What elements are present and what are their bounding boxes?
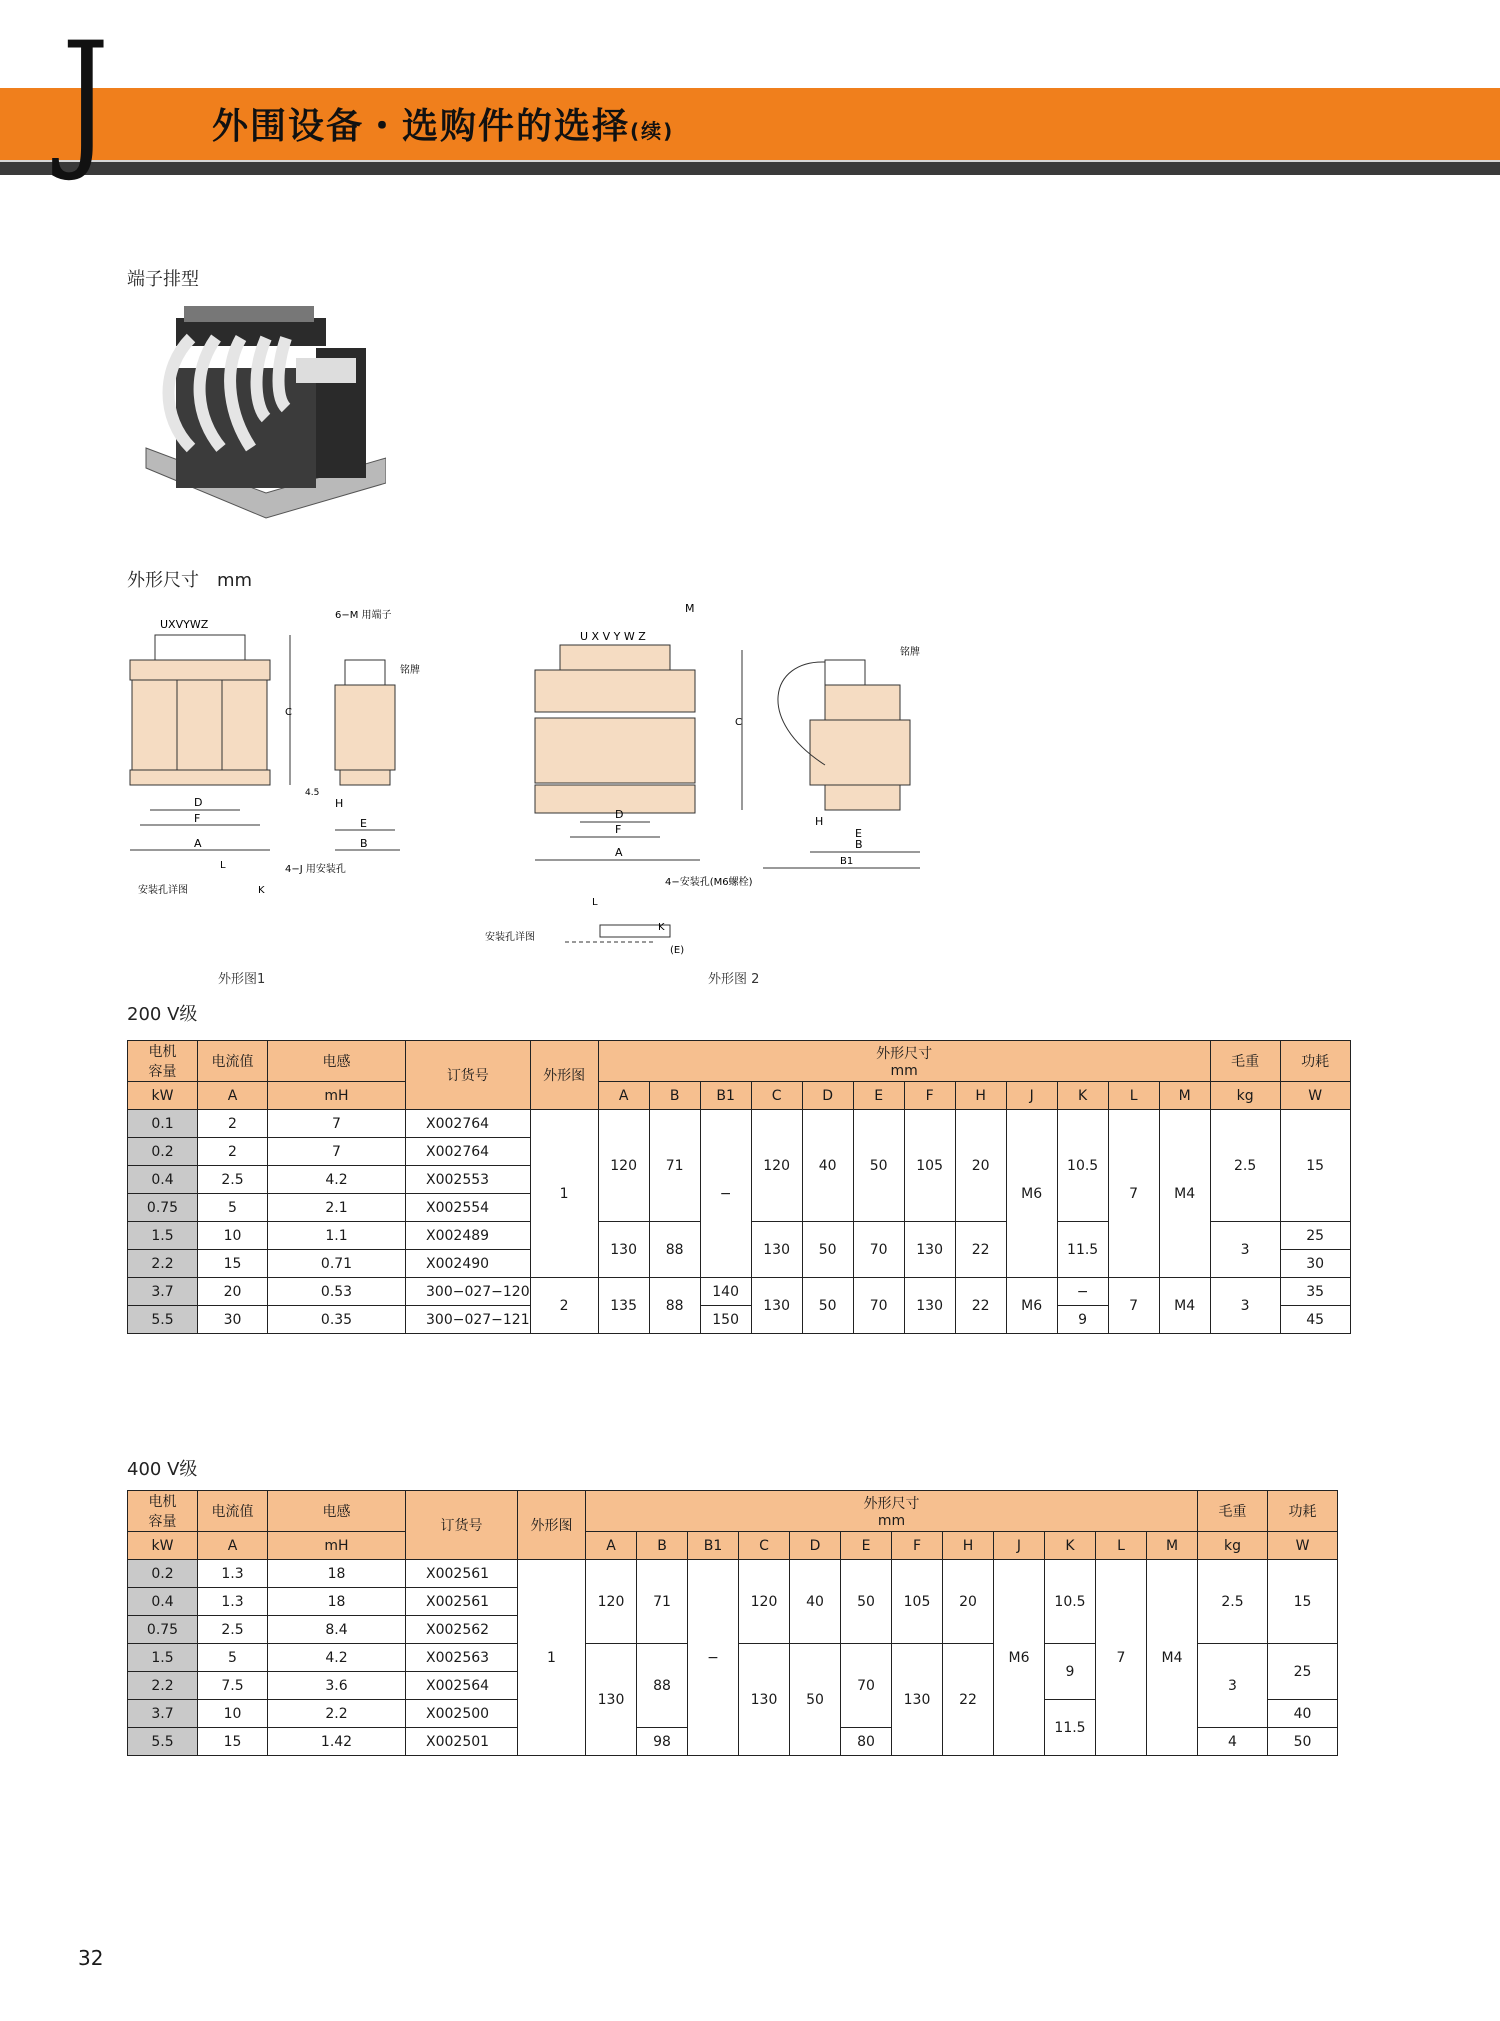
table-cell: 2.2 [128, 1250, 198, 1278]
table-cell: 130 [892, 1644, 943, 1756]
page-number: 32 [78, 1946, 104, 1970]
table-cell: 0.75 [128, 1194, 198, 1222]
title-suffix: (续) [630, 119, 675, 143]
table-cell: 15 [1268, 1560, 1338, 1644]
table-cell: 1.5 [128, 1222, 198, 1250]
table-cell: 120 [739, 1560, 790, 1644]
fig1-terminal-note: 6−M 用端子 [335, 610, 392, 621]
table-cell: 80 [841, 1728, 892, 1756]
hdr-order: 订货号 [406, 1041, 531, 1110]
table-cell: 10 [198, 1222, 268, 1250]
table-cell: 3 [1210, 1222, 1280, 1278]
table-cell: 71 [637, 1560, 688, 1644]
reactor-photo [136, 298, 386, 528]
table-header-row [128, 1491, 1338, 1532]
fig1-holes: 4−J 用安装孔 [285, 864, 346, 875]
hdr-dims: 外形尺寸 mm [598, 1041, 1210, 1082]
spec-table-200v [127, 1040, 1351, 1334]
table-cell: X002489 [406, 1222, 531, 1250]
table-cell: 20 [955, 1110, 1006, 1222]
table-cell: A [586, 1532, 637, 1560]
hdr-weight: 毛重 [1210, 1041, 1280, 1082]
table-cell: kg [1210, 1082, 1280, 1110]
table-cell: 45 [1280, 1306, 1350, 1334]
table-cell: 50 [790, 1644, 841, 1756]
table-cell: A [598, 1082, 649, 1110]
table-cell: 0.4 [128, 1166, 198, 1194]
table-cell: 毛重 [1198, 1491, 1268, 1532]
table-cell: X002501 [406, 1728, 518, 1756]
table-row [128, 1278, 1351, 1306]
hdr-current: 电流值 [198, 1041, 268, 1082]
fig2-dim-e: E [855, 827, 862, 840]
table-cell: X002500 [406, 1700, 518, 1728]
table-cell: 3.7 [128, 1278, 198, 1306]
table-cell: B1 [688, 1532, 739, 1560]
fig2-dim-b1: B1 [840, 856, 854, 867]
dimensions-label: 外形尺寸 mm [127, 570, 253, 591]
table-cell: 300−027−121 [406, 1306, 531, 1334]
table-cell: M6 [1006, 1110, 1057, 1278]
table-cell: 3 [1198, 1644, 1268, 1728]
table-cell: 105 [892, 1560, 943, 1644]
table-cell: 70 [853, 1222, 904, 1278]
table-cell: 70 [853, 1278, 904, 1334]
table-row [128, 1560, 1338, 1588]
table-cell: 外形尺寸 mm [586, 1491, 1198, 1532]
table-cell: D [790, 1532, 841, 1560]
table-cell: 22 [955, 1222, 1006, 1278]
table-cell: 18 [268, 1588, 406, 1616]
table-cell: 2.2 [128, 1672, 198, 1700]
table-cell: 71 [649, 1110, 700, 1222]
fig2-dim-k: K [658, 922, 665, 933]
table-cell: X002553 [406, 1166, 531, 1194]
table-cell: 150 [700, 1306, 751, 1334]
table-cell: 5.5 [128, 1728, 198, 1756]
table-cell: H [943, 1532, 994, 1560]
table-cell: 15 [198, 1728, 268, 1756]
table-header-row [128, 1082, 1351, 1110]
table-cell: B [637, 1532, 688, 1560]
table-cell: D [802, 1082, 853, 1110]
table-cell: 3.6 [268, 1672, 406, 1700]
table-cell: 外形图 [518, 1491, 586, 1560]
table-cell: 7 [1096, 1560, 1147, 1756]
table-cell: 50 [841, 1560, 892, 1644]
table-cell: X002764 [406, 1138, 531, 1166]
table-cell: 电机 容量 [128, 1491, 198, 1532]
fig2-terminal-text: U X V Y W Z [580, 630, 646, 643]
table-cell: 1.3 [198, 1588, 268, 1616]
fig2-holes: 4−安装孔(M6螺栓) [665, 877, 753, 888]
table-cell: 11.5 [1057, 1222, 1108, 1278]
table-cell: 40 [1268, 1700, 1338, 1728]
table-cell: 功耗 [1268, 1491, 1338, 1532]
table-row [128, 1110, 1351, 1138]
table-cell: 50 [802, 1278, 853, 1334]
table-cell: 2 [530, 1278, 598, 1334]
table-cell: 2 [198, 1110, 268, 1138]
table-cell: X002490 [406, 1250, 531, 1278]
table-cell: 130 [904, 1222, 955, 1278]
table-cell: 20 [198, 1278, 268, 1306]
table-cell: 130 [586, 1644, 637, 1756]
table-cell: 7 [1108, 1278, 1159, 1334]
table-cell: mH [268, 1082, 406, 1110]
table-cell: X002554 [406, 1194, 531, 1222]
table-cell: M4 [1159, 1110, 1210, 1278]
table-cell: 0.1 [128, 1110, 198, 1138]
table-cell: X002564 [406, 1672, 518, 1700]
fig2-dim-m: M [685, 602, 695, 615]
table-cell: 130 [751, 1278, 802, 1334]
table-cell: − [700, 1110, 751, 1278]
fig2-dim-c: C [735, 717, 742, 728]
table-cell: 0.35 [268, 1306, 406, 1334]
spec-table-400v [127, 1490, 1338, 1756]
table-cell: M6 [994, 1560, 1045, 1756]
table-cell: J [1006, 1082, 1057, 1110]
table-cell: M4 [1159, 1278, 1210, 1334]
fig1-dim-45: 4.5 [305, 788, 320, 798]
table-cell: 2.1 [268, 1194, 406, 1222]
table-cell: 1 [518, 1560, 586, 1756]
photo-label: 端子排型 [127, 269, 199, 290]
table-cell: F [904, 1082, 955, 1110]
table-cell: 4 [1198, 1728, 1268, 1756]
table-cell: 4.2 [268, 1644, 406, 1672]
table-cell: 130 [739, 1644, 790, 1756]
table-cell: 2.5 [198, 1166, 268, 1194]
table-cell: 30 [198, 1306, 268, 1334]
table-cell: 120 [751, 1110, 802, 1222]
fig1-caption: 外形图1 [218, 972, 266, 987]
fig1-dim-l: L [220, 860, 226, 871]
table-cell: 88 [649, 1222, 700, 1278]
table-cell: 7 [1108, 1110, 1159, 1278]
table-cell: 0.2 [128, 1560, 198, 1588]
table-cell: 18 [268, 1560, 406, 1588]
hdr-inductance: 电感 [268, 1041, 406, 1082]
fig1-terminal-text: UXVYWZ [160, 618, 209, 631]
table-cell: kW [128, 1082, 198, 1110]
table-cell: 30 [1280, 1250, 1350, 1278]
table-cell: 1.42 [268, 1728, 406, 1756]
outline-drawing-2 [480, 600, 940, 960]
fig2-nameplate: 铭牌 [900, 647, 920, 658]
table-cell: 7 [268, 1110, 406, 1138]
fig2-dim-b: B [855, 838, 863, 851]
fig1-dim-c: C [285, 707, 292, 718]
fig1-dim-b: B [360, 837, 368, 850]
fig1-dim-a: A [194, 837, 202, 850]
table-cell: 4.2 [268, 1166, 406, 1194]
hdr-motor-kw: 电机 容量 [128, 1041, 198, 1082]
table-cell: 2.5 [198, 1616, 268, 1644]
table-cell: E [841, 1532, 892, 1560]
table-cell: 10.5 [1045, 1560, 1096, 1644]
table-cell: L [1096, 1532, 1147, 1560]
fig2-e-paren: (E) [670, 945, 685, 956]
fig1-dim-f: F [194, 812, 201, 825]
table-cell: X002563 [406, 1644, 518, 1672]
page-title: 外围设备・选购件的选择(续) [212, 106, 675, 147]
table-cell: 50 [802, 1222, 853, 1278]
table-cell: M [1147, 1532, 1198, 1560]
table-cell: 10 [198, 1700, 268, 1728]
table-cell: 8.4 [268, 1616, 406, 1644]
hdr-power: 功耗 [1280, 1041, 1350, 1082]
table-cell: J [994, 1532, 1045, 1560]
outline-drawing-1 [120, 600, 460, 900]
table-cell: 15 [198, 1250, 268, 1278]
table-cell: X002561 [406, 1588, 518, 1616]
table-cell: 0.71 [268, 1250, 406, 1278]
table-cell: 9 [1045, 1644, 1096, 1700]
table-cell: X002764 [406, 1110, 531, 1138]
table-cell: W [1280, 1082, 1350, 1110]
table-cell: 130 [904, 1278, 955, 1334]
table-cell: 70 [841, 1644, 892, 1728]
table-cell: 7 [268, 1138, 406, 1166]
table-cell: 2.5 [1210, 1110, 1280, 1222]
table-cell: F [892, 1532, 943, 1560]
fig2-dim-a: A [615, 846, 623, 859]
table-cell: 140 [700, 1278, 751, 1306]
table-cell: 130 [598, 1222, 649, 1278]
table-cell: K [1057, 1082, 1108, 1110]
table-cell: 电感 [268, 1491, 406, 1532]
table-cell: 120 [586, 1560, 637, 1644]
table-cell: 105 [904, 1110, 955, 1222]
table-cell: L [1108, 1082, 1159, 1110]
table-cell: 电流值 [198, 1491, 268, 1532]
table-cell: 0.4 [128, 1588, 198, 1616]
table-cell: 0.75 [128, 1616, 198, 1644]
table-cell: 1.5 [128, 1644, 198, 1672]
table-cell: 1 [530, 1110, 598, 1278]
table-cell: 10.5 [1057, 1110, 1108, 1222]
table-cell: mH [268, 1532, 406, 1560]
table-cell: 50 [1268, 1728, 1338, 1756]
table-cell: A [198, 1532, 268, 1560]
hdr-figure: 外形图 [530, 1041, 598, 1110]
table-cell: 2 [198, 1138, 268, 1166]
table-cell: C [739, 1532, 790, 1560]
table400-label: 400 V级 [127, 1459, 198, 1480]
table-cell: B1 [700, 1082, 751, 1110]
table-cell: A [198, 1082, 268, 1110]
table-cell: 300−027−120 [406, 1278, 531, 1306]
table-cell: E [853, 1082, 904, 1110]
table-cell: kg [1198, 1532, 1268, 1560]
table-cell: B [649, 1082, 700, 1110]
table-cell: M4 [1147, 1560, 1198, 1756]
table-cell: 130 [751, 1222, 802, 1278]
table-cell: 1.1 [268, 1222, 406, 1250]
table-cell: 订货号 [406, 1491, 518, 1560]
table-cell: 35 [1280, 1278, 1350, 1306]
fig1-dim-d: D [194, 796, 203, 809]
fig2-caption: 外形图 2 [708, 972, 760, 987]
table-cell: M6 [1006, 1278, 1057, 1334]
fig2-dim-d: D [615, 808, 624, 821]
table-cell: M [1159, 1082, 1210, 1110]
table-cell: K [1045, 1532, 1096, 1560]
table-header-row [128, 1532, 1338, 1560]
table-cell: 5 [198, 1194, 268, 1222]
table-cell: 9 [1057, 1306, 1108, 1334]
table-cell: C [751, 1082, 802, 1110]
table-cell: 5.5 [128, 1306, 198, 1334]
fig2-dim-f: F [615, 823, 622, 836]
fig1-nameplate: 铭牌 [400, 665, 420, 676]
table-cell: 3.7 [128, 1700, 198, 1728]
table-cell: 0.53 [268, 1278, 406, 1306]
table-cell: 7.5 [198, 1672, 268, 1700]
table-cell: 120 [598, 1110, 649, 1222]
table-cell: 88 [649, 1278, 700, 1334]
chapter-letter: J [62, 11, 109, 185]
table-cell: 88 [637, 1644, 688, 1728]
table-cell: kW [128, 1532, 198, 1560]
fig2-detail: 安装孔详图 [485, 932, 535, 943]
table-cell: 20 [943, 1560, 994, 1644]
table-cell: 2.2 [268, 1700, 406, 1728]
table-cell: 15 [1280, 1110, 1350, 1222]
fig1-dim-e: E [360, 817, 367, 830]
table-cell: 11.5 [1045, 1700, 1096, 1756]
fig2-dim-h: H [815, 815, 824, 828]
fig1-dim-h: H [335, 797, 344, 810]
table-cell: 5 [198, 1644, 268, 1672]
table-cell: − [1057, 1278, 1108, 1306]
table-cell: X002562 [406, 1616, 518, 1644]
table-cell: 22 [943, 1644, 994, 1756]
table-cell: 1.3 [198, 1560, 268, 1588]
table-cell: 3 [1210, 1278, 1280, 1334]
table-cell: W [1268, 1532, 1338, 1560]
table-cell: X002561 [406, 1560, 518, 1588]
table-cell: − [688, 1560, 739, 1756]
table-cell: 40 [802, 1110, 853, 1222]
table-cell: H [955, 1082, 1006, 1110]
table-cell: 25 [1268, 1644, 1338, 1700]
table-cell: 22 [955, 1278, 1006, 1334]
table-cell: 25 [1280, 1222, 1350, 1250]
table-header-row [128, 1041, 1351, 1082]
table-cell: 135 [598, 1278, 649, 1334]
fig2-dim-l: L [592, 897, 598, 908]
table-cell: 98 [637, 1728, 688, 1756]
fig1-dim-k: K [258, 885, 265, 896]
fig1-detail: 安装孔详图 [138, 885, 188, 896]
table-cell: 50 [853, 1110, 904, 1222]
table-cell: 40 [790, 1560, 841, 1644]
table200-label: 200 V级 [127, 1004, 198, 1025]
header-rule [0, 162, 1500, 175]
table-cell: 2.5 [1198, 1560, 1268, 1644]
table-cell: 0.2 [128, 1138, 198, 1166]
